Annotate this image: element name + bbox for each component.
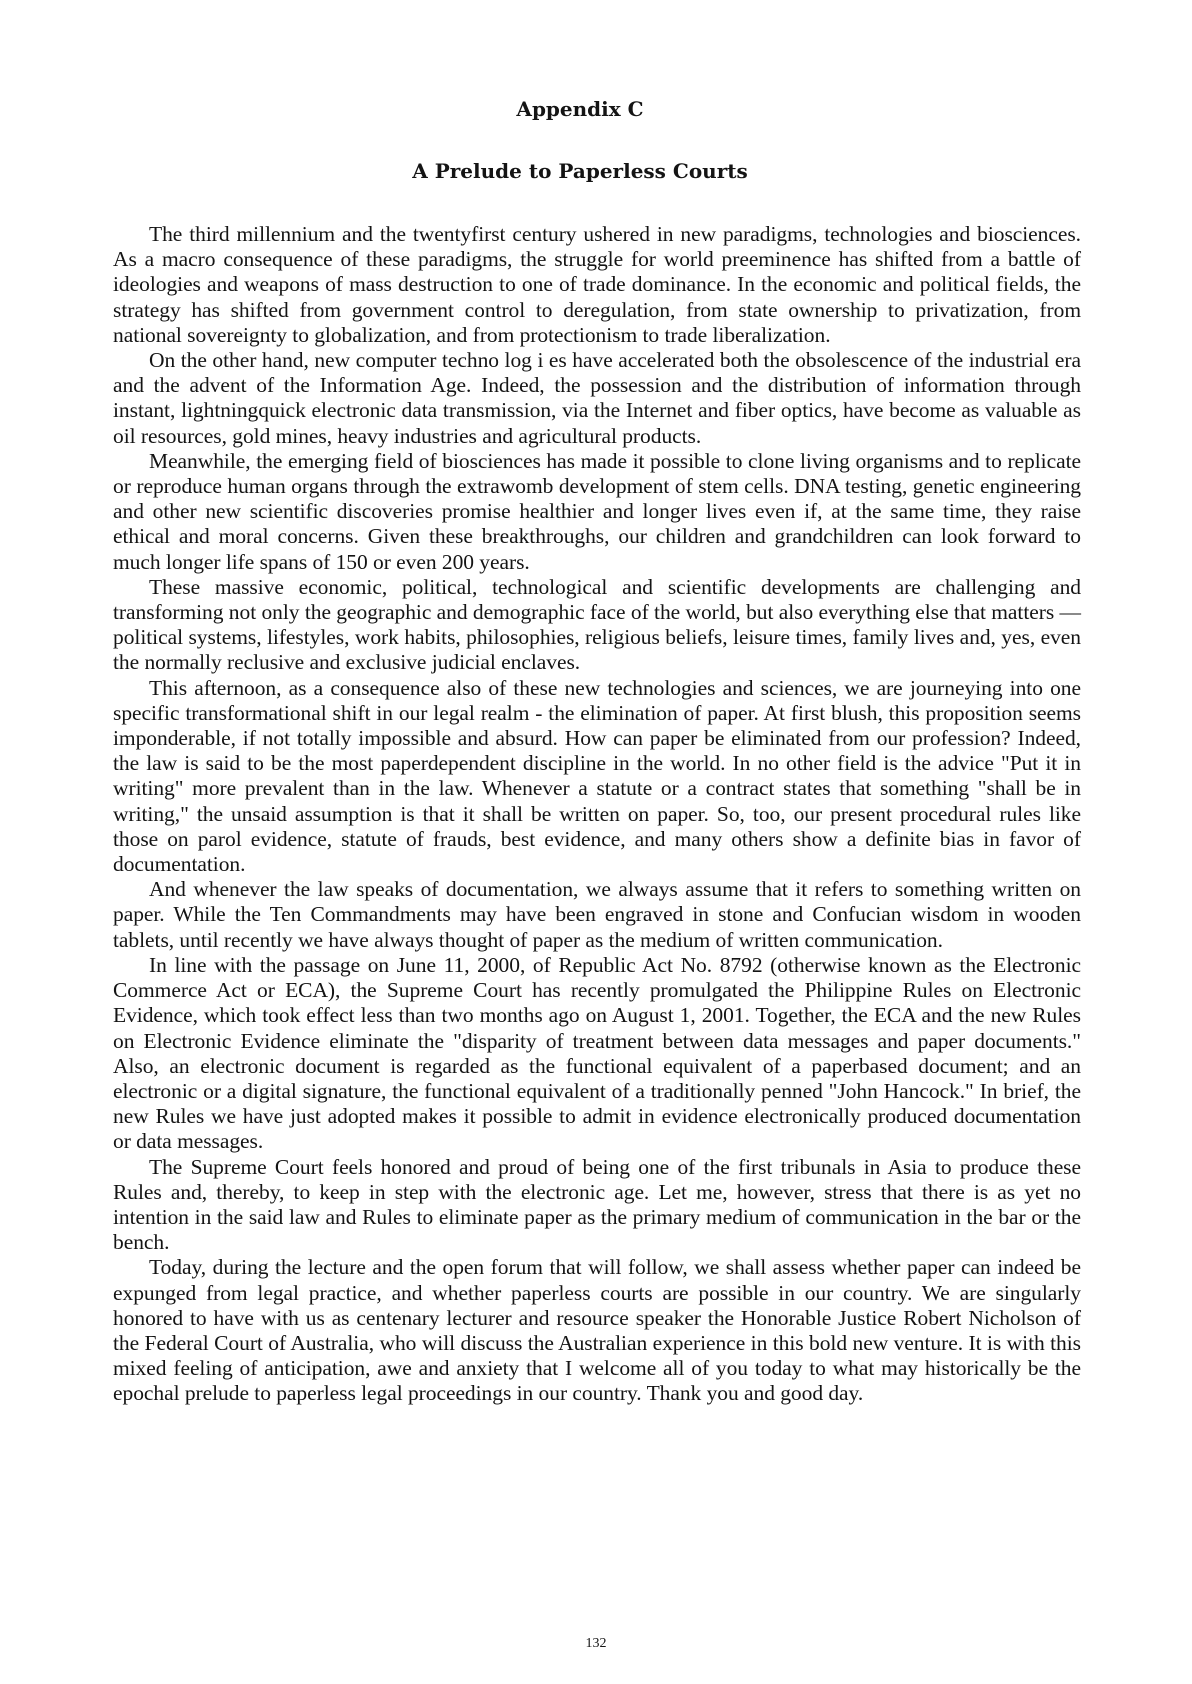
paragraph: Meanwhile, the emerging field of biosciences has made it possible to clone living organisms and to replicate or reproduce human organs through the extrawomb development of stem cells. DNA testing, genetic engineering and other new scientific discoveries promise healthier and longer lives even if, at the same time, they raise ethical and moral concerns. Given these breakthroughs, our children and grandchildren can look forward to much longer life spans of 150 or even 200 years. <box>113 448 1081 574</box>
paragraph: These massive economic, political, technological and scientific developments are challenging and transforming not only the geographic and demographic face of the world, but also everything else that matters — political systems, lifestyles, work habits, philosophies, religious beliefs, leisure times, family lives and, yes, even the normally reclusive and exclusive judicial enclaves. <box>113 574 1081 675</box>
paragraph: Today, during the lecture and the open forum that will follow, we shall assess whether paper can indeed be expunged from legal practice, and whether paperless courts are possible in our country. We are singularly honored to have with us as centenary lecturer and resource speaker the Honorable Justice Robert Nicholson of the Federal Court of Australia, who will discuss the Australian experience in this bold new venture. It is with this mixed feeling of anticipation, awe and anxiety that I welcome all of you today to what may historically be the epochal prelude to paperless legal proceedings in our country. Thank you and good day. <box>113 1255 1081 1406</box>
body-text <box>113 222 1081 1407</box>
appendix-heading: Appendix C <box>516 97 644 121</box>
paragraph: And whenever the law speaks of documentation, we always assume that it refers to something written on paper. While the Ten Commandments may have been engraved in stone and Confucian wisdom in wooden tablets, until recently we have always thought of paper as the medium of written communication. <box>113 877 1081 952</box>
page-number: 132 <box>585 1636 607 1651</box>
paragraph: The third millennium and the twentyfirst century ushered in new paradigms, technologies and biosciences. As a macro consequence of these paradigms, the struggle for world preeminence has shifted from a battle of ideologies and weapons of mass destruction to one of trade dominance. In the economic and political fields, the strategy has shifted from government control to deregulation, from state ownership to privatization, from national sovereignty to globalization, and from protectionism to trade liberalization. <box>113 222 1081 347</box>
paragraph: On the other hand, new computer techno log i es have accelerated both the obsolescence of the industrial era and the advent of the Information Age. Indeed, the possession and the distribution of information through instant, lightningquick electronic data transmission, via the Internet and fiber optics, have become as valuable as oil resources, gold mines, heavy industries and agricultural products. <box>113 348 1081 448</box>
paragraph: The Supreme Court feels honored and proud of being one of the first tribunals in Asia to produce these Rules and, thereby, to keep in step with the electronic age. Let me, however, stress that there is as yet no intention in the said law and Rules to eliminate paper as the primary medium of communication in the bar or the bench. <box>113 1154 1081 1255</box>
page-title: A Prelude to Paperless Courts <box>412 159 748 183</box>
paragraph: This afternoon, as a consequence also of these new technologies and sciences, we are journeying into one specific transformational shift in our legal realm - the elimination of paper. At first blush, this proposition seems imponderable, if not totally impossible and absurd. How can paper be eliminated from our profession? Indeed, the law is said to be the most paperdependent discipline in the world. In no other field is the advice "Put it in writing" more prevalent than in the law. Whenever a statute or a contract states that something "shall be in writing," the unsaid assumption is that it shall be written on paper. So, too, our present procedural rules like those on parol evidence, statute of frauds, best evidence, and many others show a definite bias in favor of documentation. <box>113 675 1081 877</box>
paragraph: In line with the passage on June 11, 2000, of Republic Act No. 8792 (otherwise known as the Electronic Commerce Act or ECA), the Supreme Court has recently promulgated the Philippine Rules on Electronic Evidence, which took effect less than two months ago on August 1, 2001. Together, the ECA and the new Rules on Electronic Evidence eliminate the "disparity of treatment between data messages and paper documents." Also, an electronic document is regarded as the functional equivalent of a paperbased document; and an electronic or a digital signature, the functional equivalent of a traditionally penned "John Hancock." In brief, the new Rules we have just adopted makes it possible to admit in evidence electronically produced documentation or data messages. <box>113 952 1081 1154</box>
